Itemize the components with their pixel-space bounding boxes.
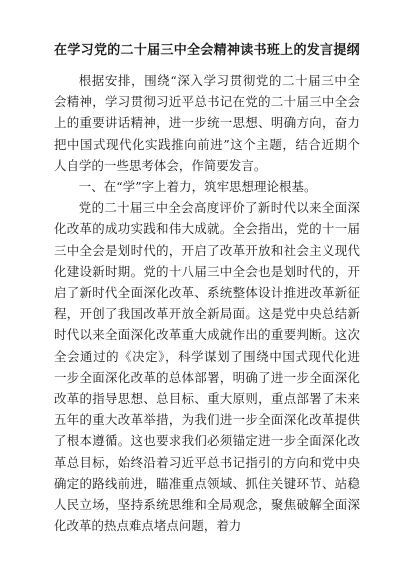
document-title: 在学习党的二十届三中全会精神读书班上的发言提纲 [54, 43, 360, 58]
document-page [54, 42, 360, 536]
body-paragraph: 党的二十届三中全会高度评价了新时代以来全面深化改革的成功实践和伟大成就。全会指出，党的十一届三中全会是划时代的，开启了改革开放和社会主义现代化建设新时期。党的十八届三中全会也是划时代的，开启了新时代全面深化改革、系统整体设计推进改革新征程，开创了我国改革开放全新局面。这是党中央总结新时代以来全面深化改革重大成就作出的重要判断。这次全会通过的《决定》，科学谋划了围绕中国式现代化进一步全面深化改革的总体部署，明确了进一步全面深化改革的指导思想、总目标、重大原则，重点部署了未来五年的重大改革举措，为我们进一步全面深化改革提供了根本遵循。这也要求我们必须锚定进一步全面深化改革总目标，始终沿着习近平总书记指引的方向和党中央确定的路线前进，瞄准重点领域、抓住关键环节、站稳人民立场，坚持系统思维和全局观念，聚焦破解全面深化改革的热点难点堵点问题，着力 [54, 200, 360, 534]
section-heading: 一、在“学”字上着力，筑牢思想理论根基。 [78, 179, 317, 195]
intro-paragraph: 根据安排，围绕“深入学习贯彻党的二十届三中全会精神，学习贯彻习近平总书记在党的二十届三中全会上的重要讲话精神，进一步统一思想、明确方向，奋力把中国式现代化实践推向前进”这个主题，结合近期个人自学的一些思考体会，作简要发言。 [54, 73, 360, 173]
